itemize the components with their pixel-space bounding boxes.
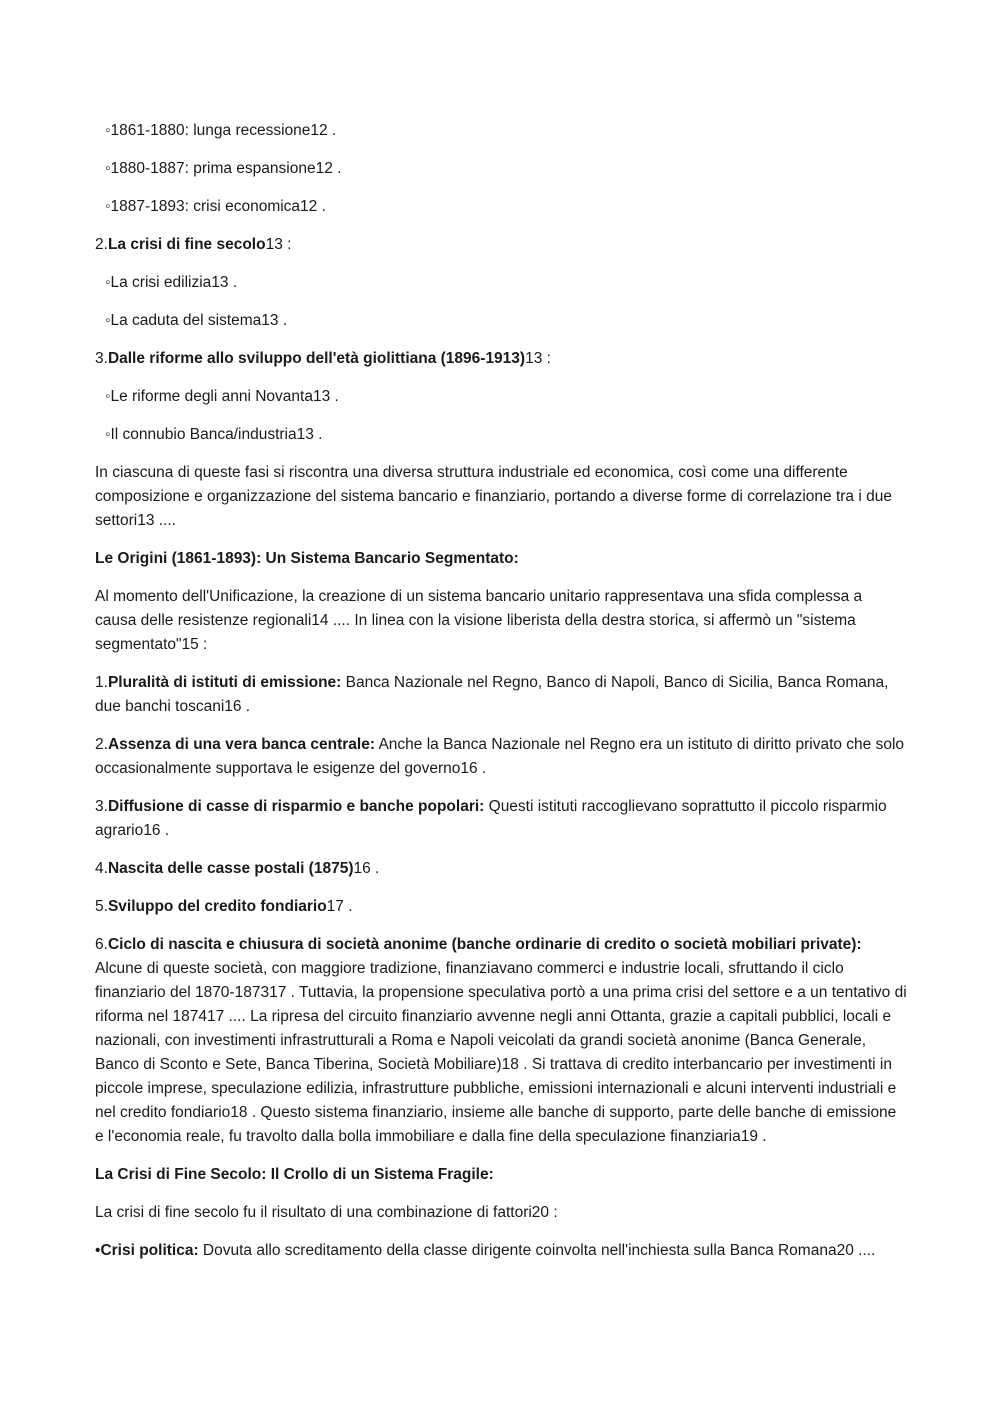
paragraph-intro: In ciascuna di queste fasi si riscontra una diversa struttura industriale ed economica, così come una differente composizione e organizzazione del sistema bancario e finanziario, portando a diverse forme di correlazione tra i due settori13 .... — [95, 464, 892, 529]
list-item-subphase-connubio: ◦Il connubio Banca/industria13 . — [105, 426, 323, 443]
bullet-item-text: Dovuta allo screditamento della classe dirigente coinvolta nell'inchiesta sulla Banca Romana20 .... — [198, 1242, 876, 1259]
numbered-item-3 — [95, 795, 907, 843]
list-item-subphase-1887: ◦1887-1893: crisi economica12 . — [105, 198, 326, 215]
list-number: 4. — [95, 860, 108, 877]
list-item-ref: 13 : — [265, 236, 292, 253]
list-number: 1. — [95, 674, 108, 691]
section-heading-origini: Le Origini (1861-1893): Un Sistema Bancario Segmentato: — [95, 550, 519, 567]
list-item-title: Diffusione di casse di risparmio e banche popolari: — [107, 798, 485, 815]
list-item-subphase-caduta: ◦La caduta del sistema13 . — [105, 312, 288, 329]
list-item-subphase-edilizia: ◦La crisi edilizia13 . — [105, 274, 238, 291]
numbered-item-6 — [95, 933, 907, 1149]
list-item-title: Ciclo di nascita e chiusura di società anonime (banche ordinarie di credito o società mobiliari private): — [107, 936, 862, 953]
list-item-phase-2 — [95, 233, 907, 257]
list-item-title: La crisi di fine secolo — [107, 236, 266, 253]
list-number: 3. — [95, 798, 108, 815]
paragraph-crisi: La crisi di fine secolo fu il risultato di una combinazione di fattori20 : — [95, 1204, 558, 1221]
list-item-phase-3 — [95, 347, 907, 371]
list-item-subphase-riforme: ◦Le riforme degli anni Novanta13 . — [105, 388, 339, 405]
list-item-title: Dalle riforme allo sviluppo dell'età giolittiana (1896-1913) — [107, 350, 526, 367]
list-number: 5. — [95, 898, 108, 915]
list-item-text: Questi istituti raccoglievano soprattutto il piccolo risparmio agrario16 . — [95, 798, 887, 839]
list-number: 3. — [95, 350, 108, 367]
numbered-item-5 — [95, 895, 907, 919]
document-page — [95, 119, 907, 1277]
list-item-text: Anche la Banca Nazionale nel Regno era un istituto di diritto privato che solo occasionalmente supportava le esigenze del governo16 . — [95, 736, 905, 777]
list-item-title: Assenza di una vera banca centrale: — [107, 736, 375, 753]
list-item-title: Pluralità di istituti di emissione: — [107, 674, 342, 691]
numbered-item-2 — [95, 733, 907, 781]
list-item-text: Alcune di queste società, con maggiore tradizione, finanziavano commerci e industrie locali, sfruttando il ciclo finanziario del 1870-187317 . Tuttavia, la propensione speculativa portò a una prima crisi del settore e a un tentativo di riforma nel 187417 .... La ripresa del circuito finanziario avvenne negli anni Ottanta, grazie a capitali pubblici, locali e nazionali, con investimenti infrastrutturali a Roma e Napoli veicolati da grandi società anonime (Banca Generale, Banco di Sconto e Sete, Banca Tiberina, Società Mobiliare)18 . Si trattava di credito interbancario per investimenti in piccole imprese, speculazione edilizia, infrastrutture pubbliche, emissioni internazionali e alcuni interventi industriali e nel credito fondiario18 . Questo sistema finanziario, insieme alle banche di supporto, parte delle banche di emissione e l'economia reale, fu travolto dalla bolla immobiliare e dalla fine della speculazione finanziaria19 . — [95, 960, 907, 1145]
list-item-ref: 13 : — [525, 350, 551, 367]
list-item-text: 17 . — [326, 898, 353, 915]
bullet-icon: • — [95, 1242, 101, 1259]
numbered-item-4 — [95, 857, 907, 881]
list-item-text: Banca Nazionale nel Regno, Banco di Napoli, Banco di Sicilia, Banca Romana, due banchi toscani16 . — [95, 674, 889, 715]
section-heading-crisi: La Crisi di Fine Secolo: Il Crollo di un Sistema Fragile: — [95, 1166, 494, 1183]
list-item-title: Nascita delle casse postali (1875) — [107, 860, 354, 877]
bullet-item-crisi-politica — [95, 1239, 907, 1263]
list-item-title: Sviluppo del credito fondiario — [107, 898, 327, 915]
bullet-item-title: Crisi politica: — [100, 1242, 199, 1259]
list-item-text: 16 . — [353, 860, 380, 877]
list-number: 2. — [95, 736, 108, 753]
list-item-subphase-1880: ◦1880-1887: prima espansione12 . — [105, 160, 342, 177]
numbered-item-1 — [95, 671, 907, 719]
list-item-subphase-1861: ◦1861-1880: lunga recessione12 . — [105, 122, 337, 139]
paragraph-unificazione: Al momento dell'Unificazione, la creazione di un sistema bancario unitario rappresentava una sfida complessa a causa delle resistenze regionali14 .... In linea con la visione liberista della destra storica, si affermò un "sistema segmentato"15 : — [95, 588, 863, 653]
list-number: 6. — [95, 936, 108, 953]
list-number: 2. — [95, 236, 108, 253]
